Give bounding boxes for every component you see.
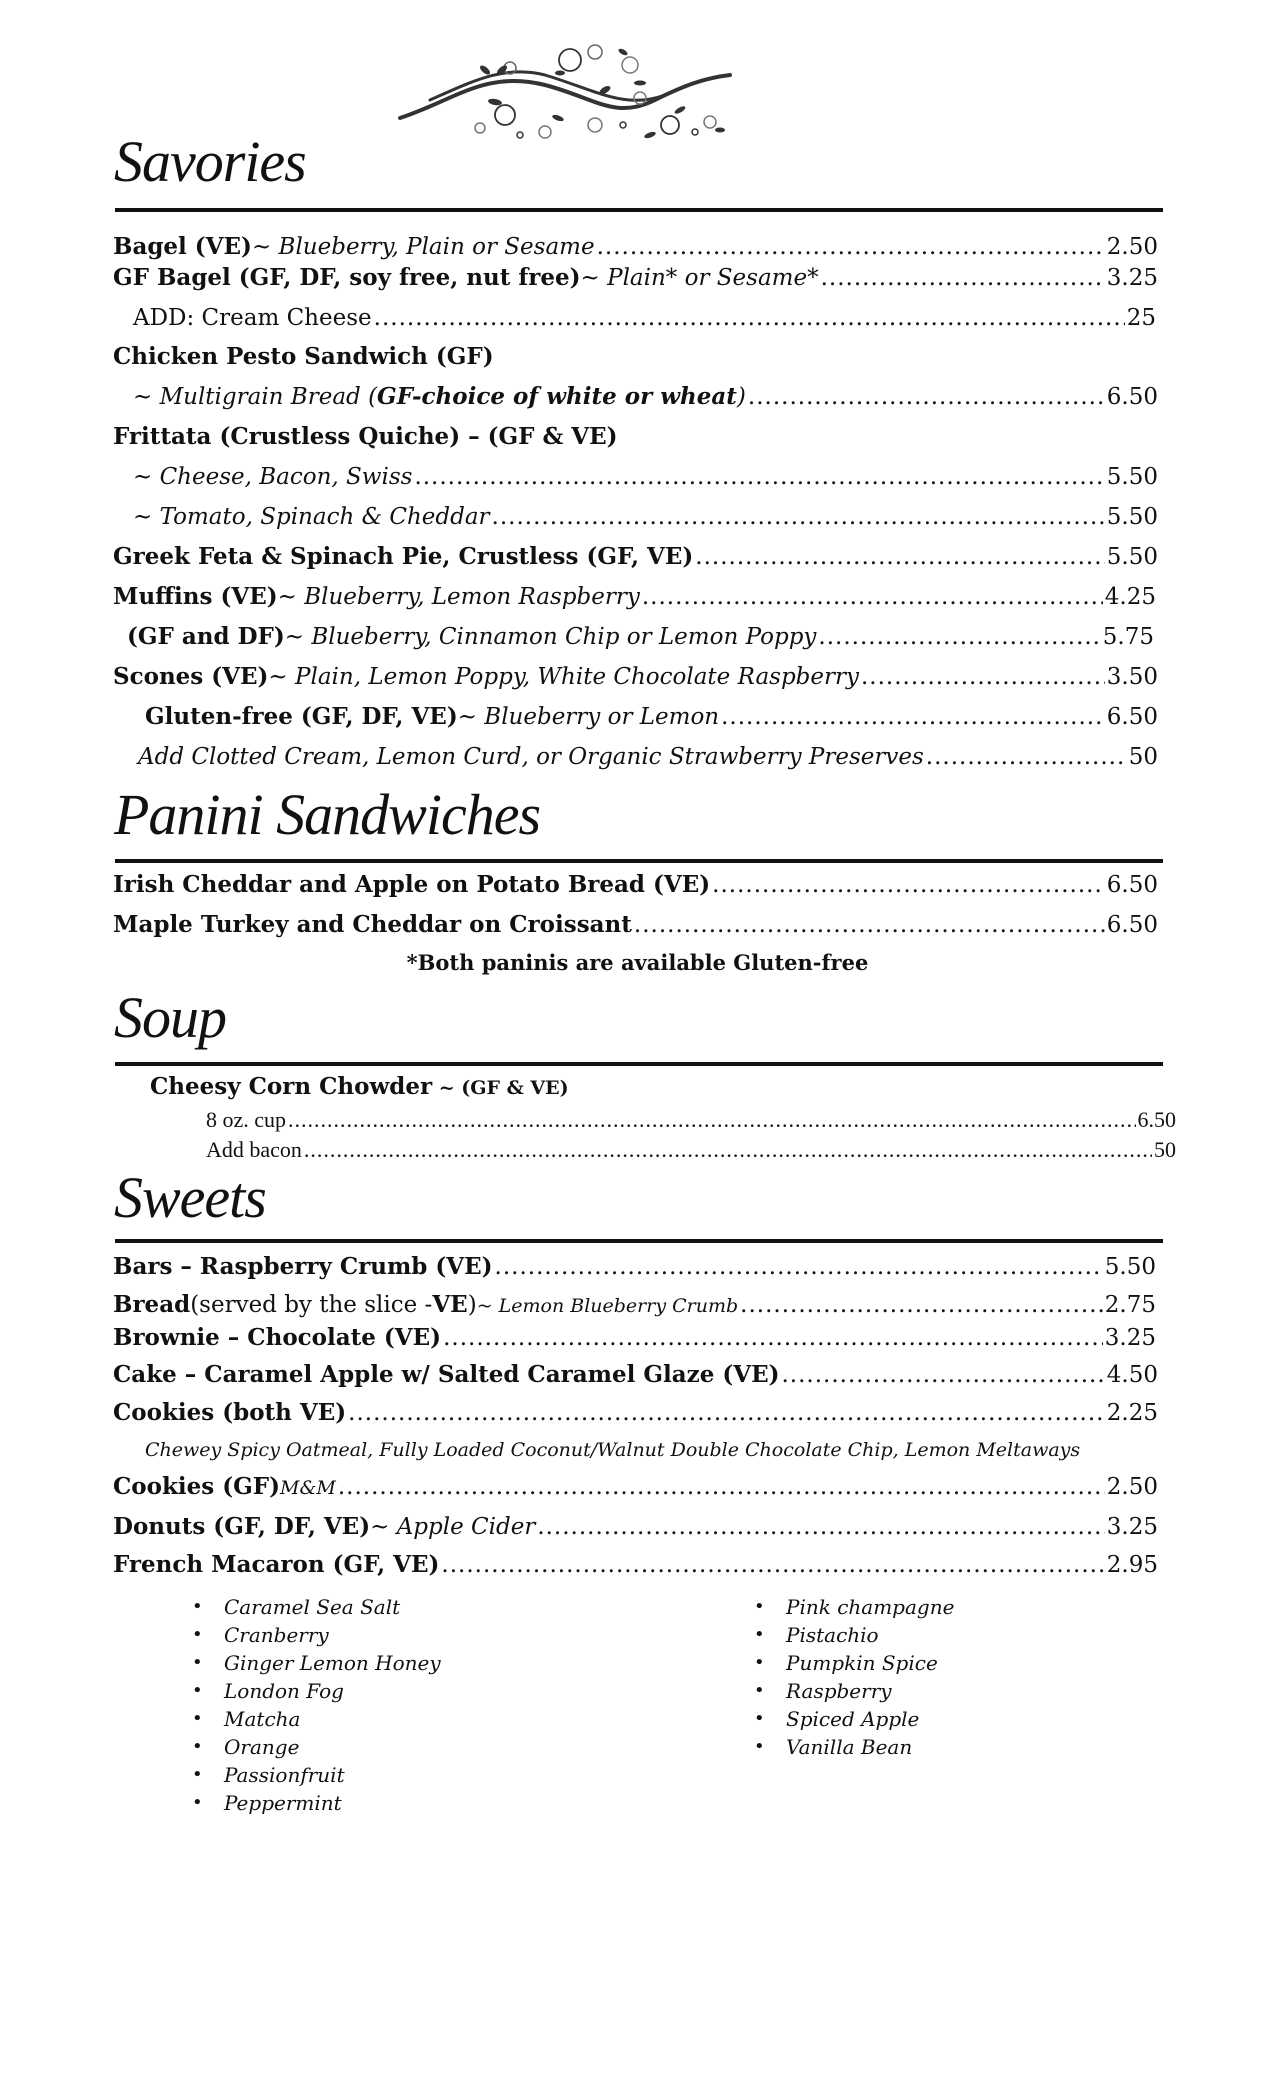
item-description: ~ Tomato, Spinach & Cheddar (133, 504, 490, 530)
panini-gluten-free-footnote: *Both paninis are available Gluten-free (406, 950, 869, 975)
list-item (192, 1649, 441, 1677)
menu-item-frittata (113, 420, 617, 454)
item-price: 3.50 (1106, 664, 1158, 690)
menu-item-cheesy-corn-chowder (150, 1070, 569, 1105)
list-item (192, 1761, 441, 1789)
item-price: 6.50 (1106, 912, 1158, 938)
dot-leader (695, 540, 1105, 574)
dot-leader (348, 1396, 1105, 1430)
macaron-flavors-list-right (754, 1593, 954, 1761)
section-title-soup: Soup (114, 985, 226, 1050)
menu-variant-gf-scones (145, 700, 1158, 734)
section-title-savories: Savories (114, 129, 306, 194)
item-price: 5.50 (1106, 464, 1158, 490)
flavor-label: London Fog (224, 1679, 344, 1703)
bullet-icon: • (754, 1596, 765, 1617)
bullet-icon: • (192, 1652, 203, 1673)
item-description: M&M (280, 1477, 336, 1499)
menu-item-greek-feta (113, 540, 1158, 574)
item-name: Cookies (both VE) (113, 1399, 347, 1426)
dot-leader (926, 740, 1127, 774)
item-price: 5.50 (1106, 504, 1158, 530)
flavor-label: Raspberry (786, 1679, 892, 1703)
menu-variant-cheese-bacon (133, 460, 1158, 494)
flavor-label: Passionfruit (224, 1763, 345, 1787)
item-description: ~ Plain* or Sesame* (580, 265, 819, 291)
item-description: ~ Multigrain Bread ( (133, 384, 378, 410)
section-divider (115, 1239, 1163, 1243)
item-dietary-tags: ~ (GF & VE) (432, 1077, 569, 1099)
flavor-label: Vanilla Bean (786, 1735, 913, 1759)
dot-leader (597, 230, 1105, 264)
menu-item-bread (113, 1288, 1156, 1322)
bullet-icon: • (192, 1708, 203, 1729)
item-price: 50 (1154, 1137, 1176, 1162)
item-name: Irish Cheddar and Apple on Potato Bread (VE) (113, 871, 711, 898)
item-price: 2.95 (1106, 1552, 1158, 1578)
menu-item-gf-bagel (113, 261, 1158, 295)
item-name: ADD: Cream Cheese (133, 305, 372, 331)
menu-item-bagel (113, 230, 1158, 264)
item-name: 8 oz. cup (206, 1107, 287, 1132)
flavor-label: Orange (224, 1735, 300, 1759)
dot-leader (374, 301, 1125, 335)
list-item (192, 1705, 441, 1733)
flavor-label: Matcha (224, 1707, 301, 1731)
list-item (754, 1649, 954, 1677)
item-price: 6.50 (1106, 872, 1158, 898)
bullet-icon: • (754, 1736, 765, 1757)
bullet-icon: • (192, 1736, 203, 1757)
dot-leader (495, 1250, 1103, 1284)
menu-item-cookies-gf (113, 1470, 1158, 1504)
item-name: Cheesy Corn Chowder (150, 1073, 433, 1100)
list-item (754, 1677, 954, 1705)
bullet-icon: • (754, 1652, 765, 1673)
flavor-label: Cranberry (224, 1623, 329, 1647)
item-name: Chicken Pesto Sandwich (GF) (113, 343, 494, 370)
item-name: Cookies (GF) (113, 1473, 280, 1500)
item-name: Gluten-free (GF, DF, VE) (145, 703, 458, 730)
item-price: 6.50 (1106, 384, 1158, 410)
dot-leader (821, 261, 1105, 295)
item-name: Scones (VE) (113, 663, 269, 690)
dot-leader (492, 500, 1105, 534)
menu-variant-gf-muffins (127, 620, 1154, 654)
floral-swirl-ornament-icon (395, 40, 735, 140)
item-price: 25 (1126, 305, 1156, 331)
item-description: ~ Apple Cider (370, 1514, 536, 1540)
list-item (192, 1733, 441, 1761)
item-name: Add bacon (206, 1137, 302, 1162)
item-note: (served by the slice - (190, 1292, 433, 1318)
menu-item-maple-turkey (113, 908, 1158, 942)
item-name: Muffins (VE) (113, 583, 278, 610)
item-description: ~ Plain, Lemon Poppy, White Chocolate Raspberry (268, 664, 859, 690)
bullet-icon: • (192, 1596, 203, 1617)
item-price: 3.25 (1104, 1325, 1156, 1351)
item-name: Donuts (GF, DF, VE) (113, 1513, 371, 1540)
item-description-bold: GF-choice of white or wheat (377, 383, 737, 410)
dot-leader (721, 700, 1105, 734)
item-price: 4.25 (1104, 584, 1156, 610)
list-item (192, 1677, 441, 1705)
menu-item-cake (113, 1358, 1158, 1392)
flavor-label: Pumpkin Spice (786, 1651, 938, 1675)
menu-item-muffins (113, 580, 1156, 614)
item-name: Maple Turkey and Cheddar on Croissant (113, 911, 632, 938)
bullet-icon: • (192, 1680, 203, 1701)
list-item (192, 1593, 441, 1621)
item-name: Cake – Caramel Apple w/ Salted Caramel Glaze (VE) (113, 1361, 780, 1388)
dot-leader (782, 1358, 1105, 1392)
dot-leader (441, 1548, 1104, 1582)
dot-leader (818, 620, 1100, 654)
menu-variant-8oz-cup (206, 1105, 1176, 1135)
bullet-icon: • (754, 1680, 765, 1701)
dot-leader (740, 1288, 1103, 1322)
item-name: Frittata (Crustless Quiche) – (GF & VE) (113, 423, 618, 450)
item-name: GF Bagel (GF, DF, soy free, nut free) (113, 264, 581, 291)
item-description: ~ Lemon Blueberry Crumb (476, 1295, 739, 1317)
list-item (192, 1789, 441, 1817)
item-price: 5.50 (1106, 544, 1158, 570)
menu-variant-tomato-spinach (133, 500, 1158, 534)
list-item (754, 1593, 954, 1621)
cookie-flavors-note: Chewey Spicy Oatmeal, Fully Loaded Coconut/Walnut Double Chocolate Chip, Lemon Meltaways (145, 1439, 1081, 1461)
dot-leader (414, 460, 1104, 494)
item-price: 3.25 (1106, 1514, 1158, 1540)
item-price: 6.50 (1106, 704, 1158, 730)
menu-addon-clotted-cream (138, 740, 1158, 774)
bullet-icon: • (192, 1764, 203, 1785)
menu-item-chicken-pesto (113, 340, 494, 374)
item-note-end: ) (467, 1292, 477, 1318)
menu-item-scones (113, 660, 1158, 694)
flavor-label: Peppermint (224, 1791, 342, 1815)
item-dietary-tag: VE (432, 1291, 468, 1318)
dot-leader (288, 1105, 1135, 1135)
item-name: French Macaron (GF, VE) (113, 1551, 440, 1578)
list-item (192, 1621, 441, 1649)
item-price: 4.50 (1106, 1362, 1158, 1388)
menu-addon-bacon (206, 1135, 1176, 1165)
section-divider (115, 859, 1163, 863)
bullet-icon: • (754, 1624, 765, 1645)
menu-item-donuts (113, 1510, 1158, 1544)
item-price: 5.50 (1104, 1254, 1156, 1280)
dot-leader (861, 660, 1105, 694)
item-name: (GF and DF) (127, 623, 285, 650)
flavor-label: Pistachio (786, 1623, 879, 1647)
flavor-label: Pink champagne (786, 1595, 955, 1619)
menu-item-cookies-ve (113, 1396, 1158, 1430)
menu-addon-cream-cheese (133, 301, 1156, 335)
menu-item-bars (113, 1250, 1156, 1284)
dot-leader (443, 1321, 1103, 1355)
flavor-label: Spiced Apple (786, 1707, 920, 1731)
menu-item-french-macaron (113, 1548, 1158, 1582)
item-description-end: ) (736, 384, 746, 410)
item-description: ~ Blueberry, Cinnamon Chip or Lemon Poppy (284, 624, 817, 650)
bullet-icon: • (192, 1792, 203, 1813)
item-name: Bagel (VE) (113, 233, 252, 260)
item-price: 2.75 (1104, 1292, 1156, 1318)
item-price: 5.75 (1102, 624, 1154, 650)
item-description: ~ Blueberry or Lemon (457, 704, 720, 730)
list-item (754, 1733, 954, 1761)
dot-leader (712, 868, 1105, 902)
item-price: 3.25 (1106, 265, 1158, 291)
bullet-icon: • (192, 1624, 203, 1645)
item-name: Bars – Raspberry Crumb (VE) (113, 1253, 493, 1280)
dot-leader (537, 1510, 1104, 1544)
dot-leader (634, 908, 1105, 942)
item-price: 6.50 (1137, 1107, 1176, 1132)
list-item (754, 1705, 954, 1733)
list-item (754, 1621, 954, 1649)
menu-item-brownie (113, 1321, 1156, 1355)
section-divider (115, 208, 1163, 212)
item-description: Add Clotted Cream, Lemon Curd, or Organic Strawberry Preserves (138, 744, 924, 770)
item-price: 50 (1128, 744, 1158, 770)
macaron-flavors-list-left (192, 1593, 441, 1817)
dot-leader (304, 1135, 1152, 1165)
dot-leader (642, 580, 1103, 614)
item-price: 2.25 (1106, 1400, 1158, 1426)
item-name: Bread (113, 1291, 191, 1318)
menu-item-irish-cheddar (113, 868, 1158, 902)
item-name: Greek Feta & Spinach Pie, Crustless (GF, VE) (113, 543, 694, 570)
item-price: 2.50 (1106, 234, 1158, 260)
menu-variant-multigrain (133, 380, 1158, 414)
item-description: ~ Blueberry, Plain or Sesame (251, 234, 595, 260)
section-title-sweets: Sweets (114, 1165, 266, 1230)
flavor-label: Caramel Sea Salt (224, 1595, 401, 1619)
bullet-icon: • (754, 1708, 765, 1729)
item-description: ~ Cheese, Bacon, Swiss (133, 464, 413, 490)
item-description: ~ Blueberry, Lemon Raspberry (277, 584, 640, 610)
item-name: Brownie – Chocolate (VE) (113, 1324, 442, 1351)
section-title-panini: Panini Sandwiches (114, 782, 541, 847)
flavor-label: Ginger Lemon Honey (224, 1651, 441, 1675)
item-price: 2.50 (1106, 1474, 1158, 1500)
dot-leader (748, 380, 1105, 414)
dot-leader (338, 1470, 1105, 1504)
section-divider (115, 1062, 1163, 1066)
